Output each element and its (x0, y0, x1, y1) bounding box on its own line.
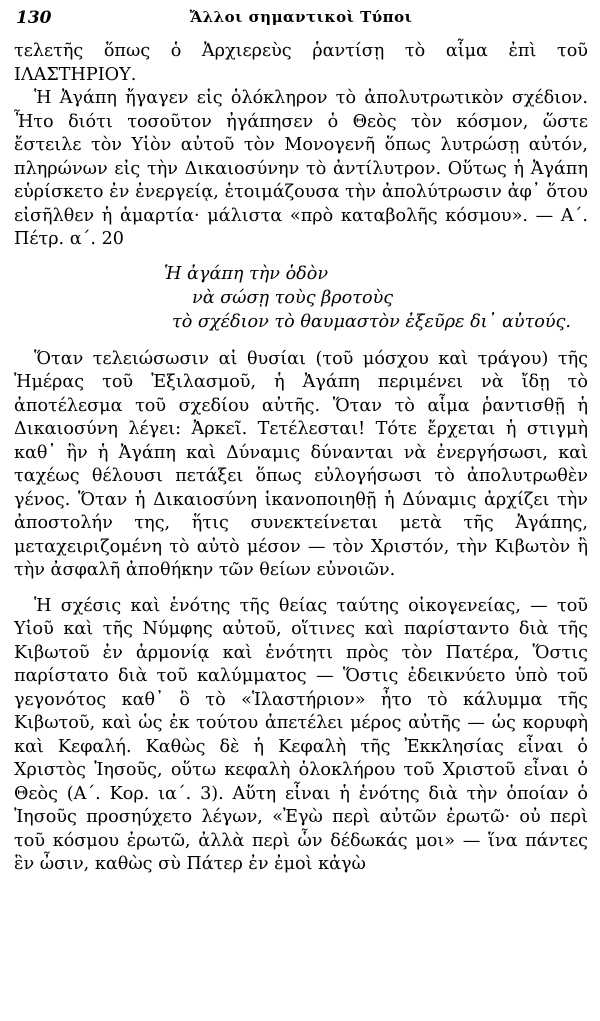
page-header (14, 6, 588, 32)
paragraph: Ἡ Ἀγάπη ἤγαγεν εἰς ὁλόκληρον τὸ ἀπολυτρωτικὸν σχέδιον. Ἦτο διότι τοσοῦτον ἠγάπησεν ὁ Θεὸς τὸν κόσμον, ὥστε ἔστειλε τὸν Υἱὸν αὐτοῦ τὸν Μονογενῆ ὅπως λυτρώσῃ αὐτόν, πληρώνων εἰς τὴν Δικαιοσύνην τὸ ἀντίλυτρον. Οὕτως ἡ Ἀγάπη εὑρίσκετο ἐν ἐνεργείᾳ, ἑτοιμάζουσα τὴν ἀπολύτρωσιν ἀφ᾽ ὅτου εἰσῆλθεν ἡ ἁμαρτία· μάλιστα «πρὸ καταβολῆς κόσμου». — Α΄. Πέτρ. α΄. 20 (14, 88, 588, 249)
verse-line: Ἡ ἀγάπη τὴν ὁδὸν (164, 263, 329, 284)
paragraph: τελετῆς ὅπως ὁ Ἀρχιερεὺς ῥαντίσῃ τὸ αἷμα ἐπὶ τοῦ ΙΛΑΣΤΗΡΙΟΥ. (14, 41, 588, 85)
verse-line: νὰ σώσῃ τοὺς βροτοὺς (192, 287, 394, 308)
page-body (14, 40, 588, 877)
book-page (14, 0, 588, 1021)
paragraph: Ὅταν τελειώσωσιν αἱ θυσίαι (τοῦ μόσχου καὶ τράγου) τῆς Ἡμέρας τοῦ Ἐξιλασμοῦ, ἡ Ἀγάπη περιμένει νὰ ἴδῃ τὸ ἀποτέλεσμα τοῦ σχεδίου αὐτῆς. Ὅταν τὸ αἷμα ῥαντισθῇ ἡ Δικαιοσύνη λέγει: Ἀρκεῖ. Τετέλεσται! Τότε ἔρχεται ἡ στιγμὴ καθ᾽ ἣν ἡ Ἀγάπη καὶ Δύναμις δύνανται νὰ ἐνεργήσωσι, καὶ ταχέως θέλουσι πετάξει ὅπως εὐλογήσωσι τὸ ἀπολυτρωθὲν γένος. Ὅταν ἡ Δικαιοσύνη ἱκανοποιηθῇ ἡ Δύναμις ἀρχίζει τὴν ἀποστολήν της, ἥτις συνεκτείνεται μετὰ τῆς Ἀγάπης, μεταχειριζομένη τὸ αὐτὸ μέσον — τὸν Χριστόν, τὴν Κιβωτὸν ἢ τὴν ἀσφαλῆ ἀποθήκην τῶν θείων εὐνοιῶν. (14, 348, 588, 580)
verse-line: τὸ σχέδιον τὸ θαυμαστὸν ἐξεῦρε δι᾽ αὐτούς. (172, 311, 571, 332)
running-head: Ἄλλοι σημαντικοὶ Τύποι (189, 8, 413, 26)
paragraph: Ἡ σχέσις καὶ ἑνότης τῆς θείας ταύτης οἰκογενείας, — τοῦ Υἱοῦ καὶ τῆς Νύμφης αὐτοῦ, οἵτινες καὶ παρίσταντο διὰ τῆς Κιβωτοῦ ἐν ἁρμονίᾳ καὶ ἑνότητι πρὸς τὸν Πατέρα, Ὅστις παρίστατο διὰ τοῦ καλύμματος — Ὅστις ἐδεικνύετο ὑπὸ τοῦ γεγονότος καθ᾽ ὃ τὸ «Ἱλαστήριον» ἦτο τὸ κάλυμμα τῆς Κιβωτοῦ, καὶ ὡς ἐκ τούτου ἀπετέλει μέρος αὐτῆς — ὡς κορυφὴ καὶ Κεφαλή. Καθὼς δὲ ἡ Κεφαλὴ τῆς Ἐκκλησίας εἶναι ὁ Χριστὸς Ἰησοῦς, οὕτω κεφαλὴ ὁλοκλήρου τοῦ Χριστοῦ εἶναι ὁ Θεὸς (Α΄. Κορ. ια΄. 3). Αὕτη εἶναι ἡ ἑνότης διὰ τὴν ὁποίαν ὁ Ἰησοῦς προσηύχετο λέγων, «Ἐγὼ περὶ αὐτῶν ἐρωτῶ· οὐ περὶ τοῦ κόσμου ἐρωτῶ, ἀλλὰ περὶ ὧν δέδωκάς μοι» — ἵνα πάντες ἓν ὦσιν, καθὼς σὺ Πάτερ ἐν ἐμοὶ κἀγὼ (14, 595, 588, 874)
page-number: 130 (16, 8, 52, 28)
verse-block (164, 262, 588, 334)
